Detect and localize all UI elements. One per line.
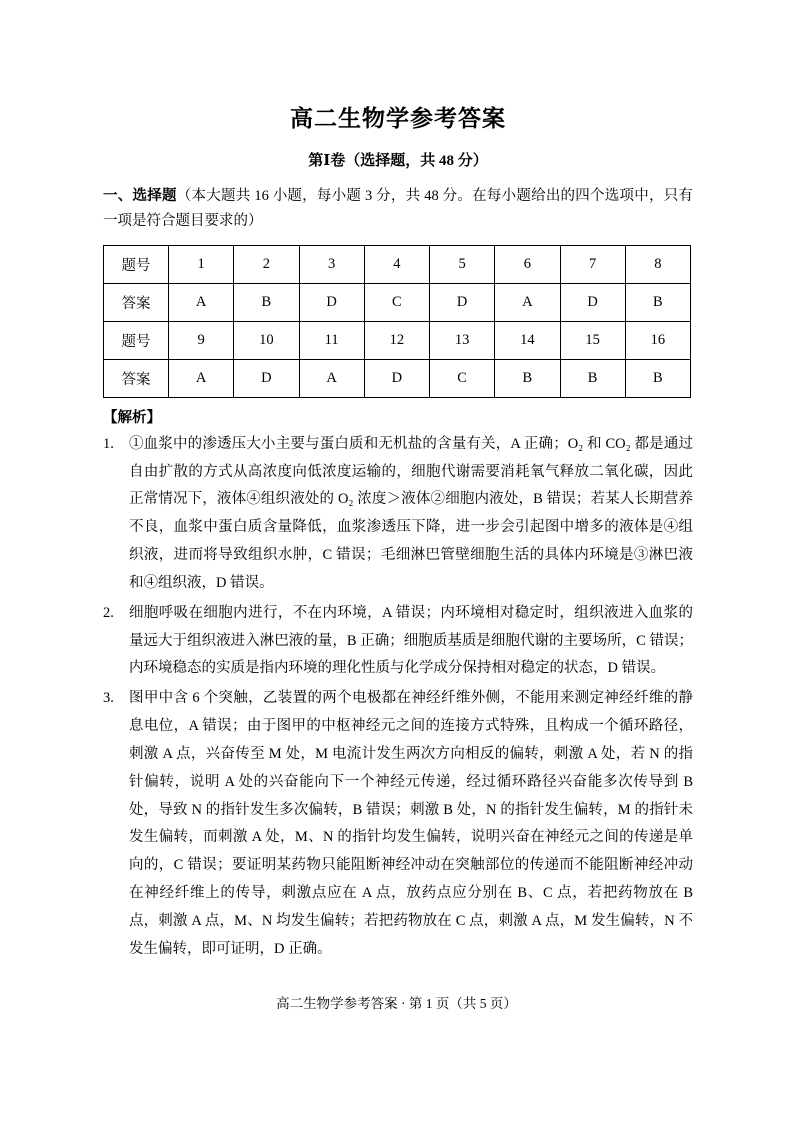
list-item [103, 431, 693, 598]
question-number-cell: 2 [234, 245, 299, 283]
analysis-heading: 【解析】 [103, 409, 161, 426]
answer-cell: A [495, 283, 560, 321]
question-number-cell: 5 [430, 245, 495, 283]
answer-cell: A [169, 359, 234, 397]
answer-cell: A [299, 359, 364, 397]
question-number-cell: 13 [430, 321, 495, 359]
table-row [104, 283, 691, 321]
page-footer: 高二生物学参考答案 · 第 1 页（共 5 页） [276, 996, 517, 1011]
item-text: ①血浆中的渗透压大小主要与蛋白质和无机盐的含量有关，A 正确；O₂ 和 CO₂ 都是通过自由扩散的方式从高浓度向低浓度运输的，细胞代谢需要消耗氧气释放二氧化碳，因此正常情况下，液体④组织液处的 O₂ 浓度＞液体②细胞内液处，B 错误；若某人长期营养不良，血浆中蛋白质含量降低，血浆渗透压下降，进一步会引起图中增多的液体是④组织液，进而将导致组织水肿，C 错误；毛细淋巴管壁细胞生活的具体内环境是③淋巴液和④组织液，D 错误。 [129, 435, 693, 591]
question-number-cell: 10 [234, 321, 299, 359]
question-number-cell: 7 [560, 245, 625, 283]
question-number-cell: 3 [299, 245, 364, 283]
answer-cell: B [625, 359, 690, 397]
document-content [103, 100, 693, 965]
answer-cell: D [364, 359, 429, 397]
table-row [104, 245, 691, 283]
item-number: 1. [103, 435, 114, 452]
answer-table [103, 245, 691, 398]
question-number-cell: 8 [625, 245, 690, 283]
answer-cell: B [560, 359, 625, 397]
question-number-cell: 9 [169, 321, 234, 359]
question-number-cell: 1 [169, 245, 234, 283]
question-type-label: 一、选择题 [103, 188, 177, 204]
table-row [104, 359, 691, 397]
item-text: 细胞呼吸在细胞内进行，不在内环境，A 错误；内环境相对稳定时，组织液进入血浆的量远大于组织液进入淋巴液的量，B 正确；细胞质基质是细胞代谢的主要场所，C 错误；内环境稳态的实质是指内环境的理化性质与化学成分保持相对稳定的状态，D 错误。 [129, 604, 693, 677]
answer-cell: D [299, 283, 364, 321]
row-header-question-2: 题号 [104, 321, 169, 359]
answer-cell: B [495, 359, 560, 397]
question-number-cell: 14 [495, 321, 560, 359]
item-text: 图甲中含 6 个突触，乙装置的两个电极都在神经纤维外侧，不能用来测定神经纤维的静息电位，A 错误；由于图甲的中枢神经元之间的连接方式特殊，且构成一个循环路径，刺激 A 点，兴奋传至 M 处，M 电流计发生两次方向相反的偏转，刺激 A 处，若 N 的指针偏转，说明 A 处的兴奋能向下一个神经元传递，经过循环路径兴奋能多次传导到 B 处，导致 N 的指针发生多次偏转，B 错误；刺激 B 处，N 的指针发生偏转，M 的指针未发生偏转，而刺激 A 处，M、N 的指针均发生偏转，说明兴奋在神经元之间的传递是单向的，C 错误；要证明某药物只能阻断神经冲动在突触部位的传递而不能阻断神经冲动在神经纤维上的传导，刺激点应在 A 点，放药点应分别在 B、C 点，若把药物放在 B 点，刺激 A 点，M、N 均发生偏转；若把药物放在 C 点，刺激 A 点，M 发生偏转，N 不发生偏转，即可证明，D 正确。 [129, 690, 693, 957]
answer-cell: C [364, 283, 429, 321]
row-header-question-1: 题号 [104, 245, 169, 283]
question-number-cell: 11 [299, 321, 364, 359]
question-type-desc: （本大题共 16 小题，每小题 3 分，共 48 分。在每小题给出的四个选项中，只有一项是符合题目要求的） [103, 188, 694, 230]
question-number-cell: 4 [364, 245, 429, 283]
answer-cell: B [234, 283, 299, 321]
question-number-cell: 6 [495, 245, 560, 283]
answer-cell: A [169, 283, 234, 321]
question-number-cell: 12 [364, 321, 429, 359]
answer-cell: D [560, 283, 625, 321]
item-number: 3. [103, 690, 114, 707]
answer-cell: B [625, 283, 690, 321]
row-header-answer-2: 答案 [104, 359, 169, 397]
item-number: 2. [103, 604, 114, 621]
section-title: 第Ⅰ卷（选择题，共 48 分） [308, 153, 488, 169]
row-header-answer-1: 答案 [104, 283, 169, 321]
question-type-intro [103, 184, 693, 235]
answer-cell: C [430, 359, 495, 397]
answer-cell: D [234, 359, 299, 397]
list-item [103, 685, 693, 963]
page-title: 高二生物学参考答案 [290, 106, 506, 131]
question-number-cell: 16 [625, 321, 690, 359]
question-number-cell: 15 [560, 321, 625, 359]
table-row [104, 321, 691, 359]
answer-cell: D [430, 283, 495, 321]
list-item [103, 600, 693, 683]
